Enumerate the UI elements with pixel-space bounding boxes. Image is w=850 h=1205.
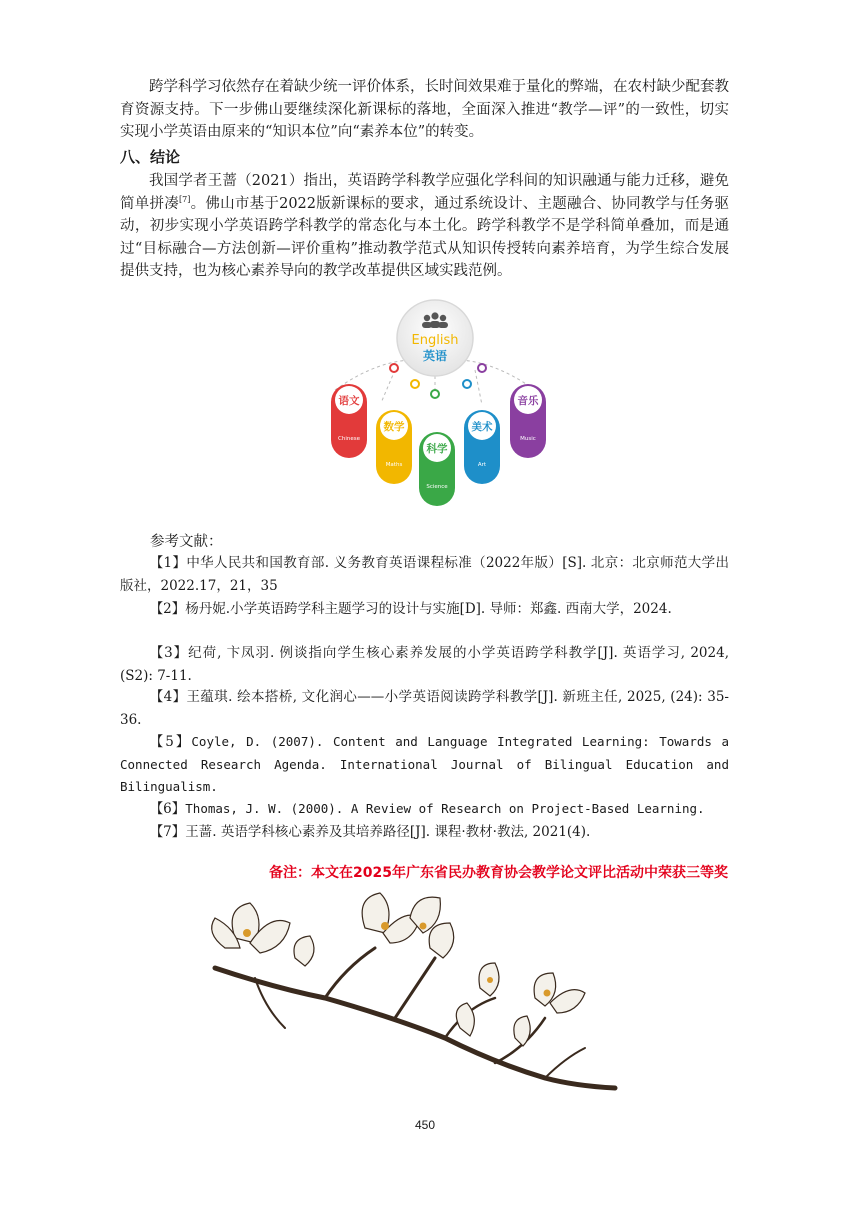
subject-label-en: Music bbox=[520, 436, 536, 442]
center-label-en: English bbox=[411, 333, 459, 348]
citation-superscript: [7] bbox=[179, 194, 191, 204]
subject-label-zh: 美术 bbox=[471, 421, 493, 433]
subject-label-en: Chinese bbox=[338, 436, 360, 442]
paragraph-2-part-b: 。佛山市基于2022版新课标的要求，通过系统设计、主题融合、协同教学与任务驱动，初步实现小学英语跨学科教学的常态化与本土化。跨学科教学不是学科简单叠加，而是通过“目标融合—方法创新—评价重构”推动教学范式从知识传授转向素养培育，为学生综合发展提供支持，也为核心素养导向的教学改革提供区域实践范例。 bbox=[120, 195, 729, 279]
subject-label-en: Art bbox=[477, 462, 487, 468]
magnolia-branch-illustration bbox=[195, 888, 645, 1103]
page-number: 450 bbox=[414, 1118, 436, 1132]
paragraph-2 bbox=[120, 170, 729, 283]
center-label-zh: 英语 bbox=[422, 349, 448, 363]
subject-label-zh: 科学 bbox=[426, 443, 448, 455]
reference-item: 【6】Thomas, J. W. (2000). A Review of Research on Project-Based Learning. bbox=[149, 801, 705, 817]
subject-label-zh: 语文 bbox=[338, 395, 360, 407]
award-note: 备注：本文在2025年广东省民办教育协会教学论文评比活动中荣获三等奖 bbox=[269, 865, 728, 881]
paragraph-2-part-a: 我国学者王蔷（2021）指出，英语跨学科教学应强化学科间的知识融通与能力迁移，避免简单拼凑 bbox=[120, 173, 729, 212]
reference-item: 【4】王蕴琪. 绘本搭桥, 文化润心——小学英语阅读跨学科教学[J]. 新班主任, 2025, (24): 35-36. bbox=[120, 689, 729, 728]
section-heading: 八、结论 bbox=[120, 148, 181, 166]
subject-pill-chinese bbox=[331, 384, 367, 458]
paragraph-1: 跨学科学习依然存在着缺少统一评价体系，长时间效果难于量化的弊端，在农村缺少配套教育资源支持。下一步佛山要继续深化新课标的落地，全面深入推进“教学—评”的一致性，切实实现小学英语由原来的“知识本位”向“素养本位”的转变。 bbox=[120, 79, 729, 140]
subject-pill-art bbox=[464, 410, 500, 484]
subject-label-en: Maths bbox=[385, 462, 403, 468]
subject-pill-science bbox=[419, 432, 455, 506]
reference-item: 【2】杨丹妮.小学英语跨学科主题学习的设计与实施[D]. 导师：郑鑫. 西南大学，2024. bbox=[149, 601, 672, 617]
subject-pill-music bbox=[510, 384, 546, 458]
reference-item: 【1】中华人民共和国教育部. 义务教育英语课程标准（2022年版）[S]. 北京：北京师范大学出版社，2022.17，21，35 bbox=[120, 555, 729, 594]
reference-item: 【5】Coyle, D. (2007). Content and Language Integrated Learning: Towards a Connected Research Agenda. International Journal of Bilingual Education and Bilingualism. bbox=[120, 734, 729, 794]
subject-label-zh: 音乐 bbox=[517, 395, 539, 407]
reference-item: 【7】王蔷. 英语学科核心素养及其培养路径[J]. 课程·教材·教法, 2021(4). bbox=[149, 824, 591, 840]
subject-label-zh: 数学 bbox=[383, 421, 405, 433]
reference-item: 【3】纪荷, 卞凤羽. 例谈指向学生核心素养发展的小学英语跨学科教学[J]. 英语学习, 2024, (S2): 7-11. bbox=[120, 645, 729, 684]
references-title: 参考文献： bbox=[150, 534, 223, 550]
subject-label-en: Science bbox=[426, 484, 448, 490]
subject-integration-diagram bbox=[320, 298, 550, 508]
subject-pill-maths bbox=[376, 410, 412, 484]
